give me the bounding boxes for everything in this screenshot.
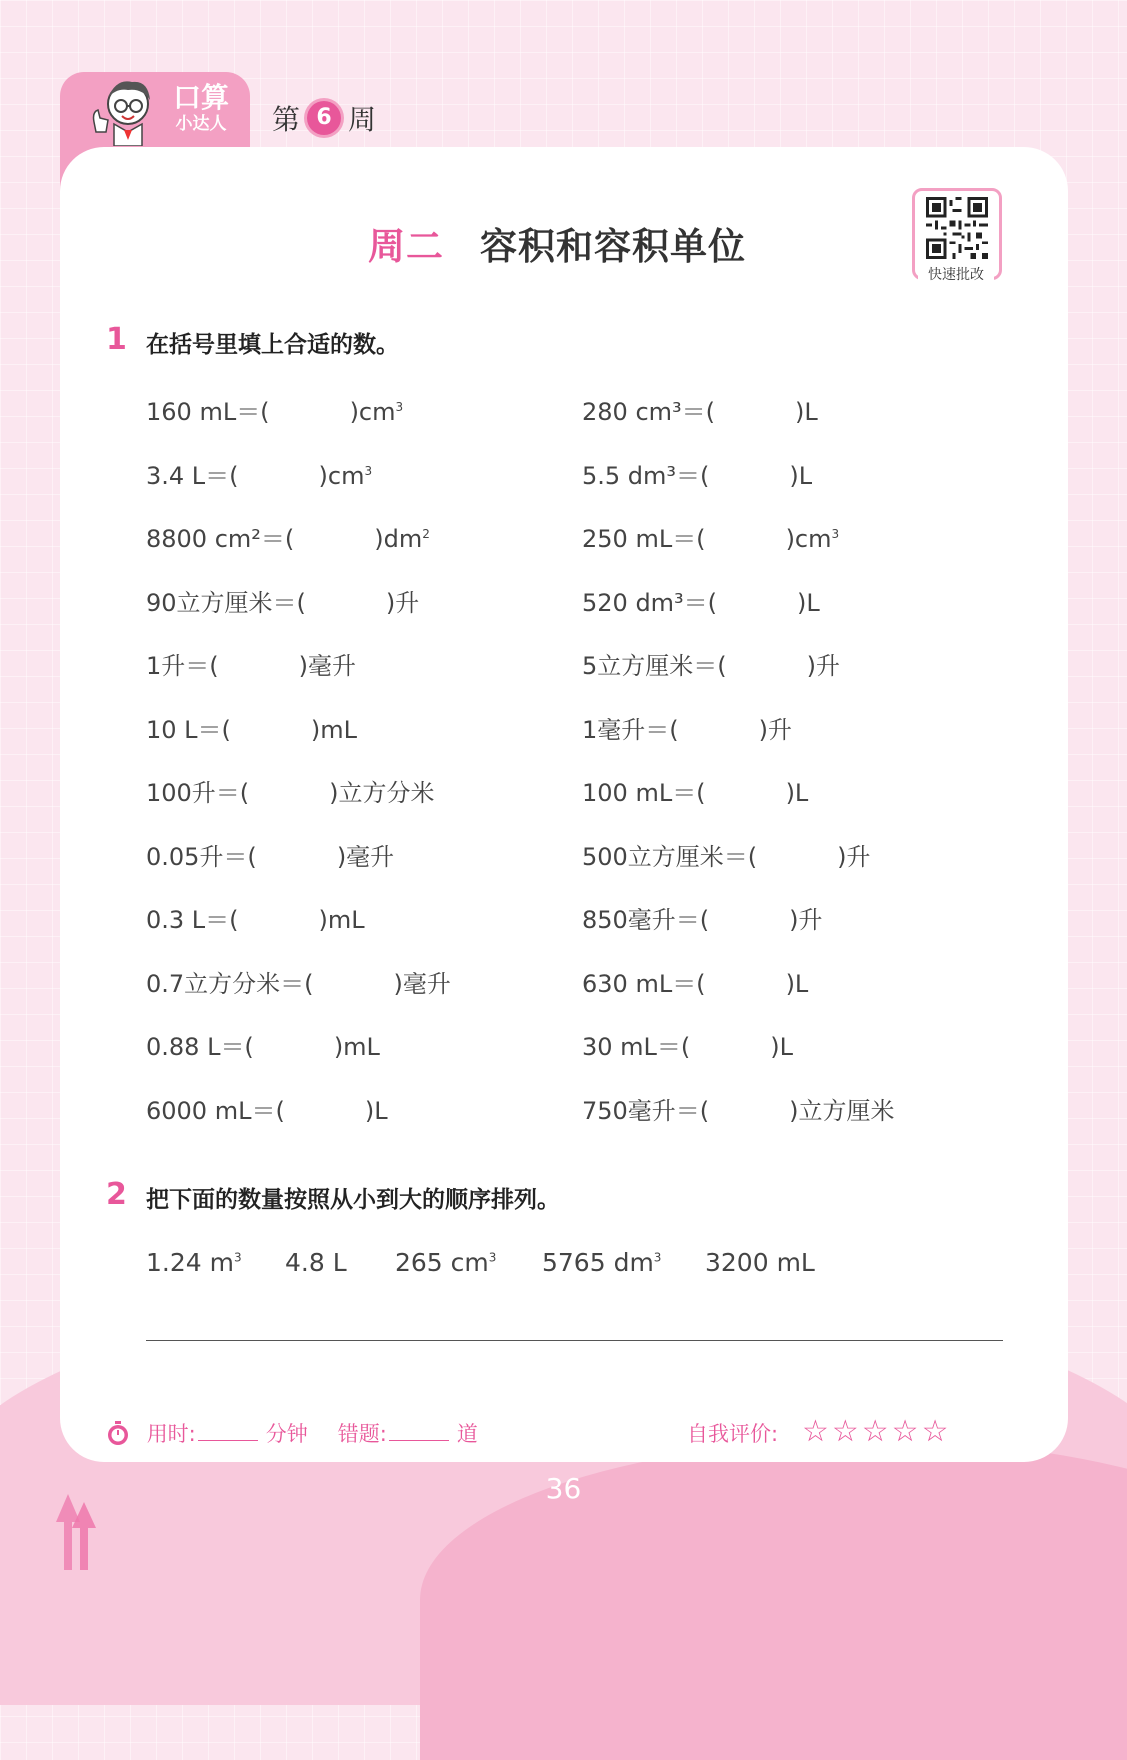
- fill-in-problem: [582, 392, 818, 427]
- fill-in-problem: [146, 1027, 380, 1062]
- problem-expression: 0.7立方分米＝(: [146, 969, 314, 998]
- unit-exponent: 3: [364, 463, 373, 478]
- page-title: [368, 216, 746, 270]
- tab-title-big: 口算: [172, 81, 229, 114]
- problem-unit: )升: [758, 715, 793, 744]
- time-label: 用时:: [146, 1422, 196, 1446]
- problem-unit: )毫升: [298, 652, 357, 680]
- fill-in-problem: [146, 837, 394, 872]
- time-unit: 分钟: [265, 1422, 308, 1446]
- section-2-number: 2: [106, 1177, 127, 1212]
- problem-expression: 5立方厘米＝(: [582, 652, 727, 680]
- problem-unit: )dm: [374, 525, 423, 553]
- quantity-value: 1.24 m: [146, 1248, 234, 1277]
- fill-in-problem: [146, 964, 451, 999]
- self-eval-label: 自我评价:: [687, 1422, 779, 1446]
- fill-in-problem: [582, 964, 808, 999]
- problem-expression: 3.4 L＝(: [146, 461, 239, 490]
- title-text: 容积和容积单位: [480, 225, 746, 268]
- problem-unit: )L: [797, 588, 820, 617]
- problem-expression: 30 mL＝(: [582, 1033, 691, 1061]
- time-input[interactable]: [198, 1420, 258, 1441]
- section-1-title: 在括号里填上合适的数。: [146, 332, 399, 358]
- problem-expression: 100 mL＝(: [582, 779, 706, 807]
- week-suffix: 周: [348, 103, 377, 136]
- problem-expression: 5.5 dm³＝(: [582, 461, 710, 490]
- problem-expression: 630 mL＝(: [582, 969, 706, 998]
- problem-expression: 160 mL＝(: [146, 398, 270, 426]
- problem-unit: )mL: [310, 715, 358, 744]
- unit-exponent: 3: [653, 1250, 662, 1265]
- quantity-value: 265 cm: [395, 1248, 489, 1277]
- quantity-item: [705, 1248, 815, 1277]
- problem-expression: 0.3 L＝(: [146, 906, 239, 934]
- qr-code-icon: [922, 197, 992, 259]
- errors-label: 错题:: [337, 1422, 387, 1446]
- quantity-item: [285, 1248, 347, 1277]
- fill-in-problem: [146, 773, 435, 808]
- section-1-number: 1: [106, 322, 127, 357]
- problem-expression: 250 mL＝(: [582, 525, 706, 553]
- problem-unit: )立方分米: [329, 779, 435, 807]
- fill-in-problem: [582, 1027, 793, 1062]
- problem-unit: )cm: [349, 398, 396, 426]
- problem-unit: )L: [789, 461, 813, 490]
- quantity-value: 4.8 L: [285, 1248, 347, 1277]
- fill-in-problem: [582, 456, 812, 491]
- quantity-item: [542, 1248, 661, 1277]
- problem-unit: )升: [837, 842, 871, 871]
- fill-in-problem: [582, 1091, 895, 1126]
- fill-in-problem: [146, 900, 365, 935]
- problem-expression: 0.88 L＝(: [146, 1033, 254, 1061]
- title-day: 周二: [368, 225, 444, 268]
- fill-in-problem: [582, 519, 839, 554]
- problem-unit: )L: [785, 779, 809, 807]
- problem-unit: )立方厘米: [789, 1096, 895, 1125]
- problem-unit: )cm: [785, 525, 832, 553]
- problem-unit: )毫升: [393, 969, 451, 998]
- qr-label: 快速批改: [918, 264, 994, 284]
- fill-in-problem: [146, 456, 372, 491]
- fill-in-problem: [146, 1091, 388, 1126]
- unit-exponent: 3: [233, 1250, 242, 1265]
- unit-exponent: 3: [395, 400, 404, 414]
- problem-unit: )mL: [318, 906, 365, 934]
- problem-expression: 10 L＝(: [146, 715, 231, 744]
- fill-in-problem: [146, 519, 430, 554]
- quantity-value: 3200 mL: [705, 1248, 815, 1277]
- problem-expression: 280 cm³＝(: [582, 398, 715, 426]
- problem-expression: 750毫升＝(: [582, 1096, 710, 1125]
- mascot-illustration: [86, 74, 166, 146]
- problem-expression: 1毫升＝(: [582, 715, 679, 744]
- problem-unit: )mL: [333, 1033, 380, 1061]
- arrow-decoration-icon: [54, 1494, 98, 1570]
- week-number-badge: 6: [307, 101, 341, 135]
- errors-input[interactable]: [389, 1420, 449, 1441]
- problem-unit: )L: [770, 1033, 794, 1061]
- fill-in-problem: [582, 710, 792, 745]
- problem-unit: )毫升: [336, 842, 395, 871]
- fill-in-problem: [146, 392, 403, 427]
- tab-title-small: 小达人: [175, 114, 227, 134]
- footer-time-errors: [104, 1418, 478, 1452]
- tab-title: [170, 82, 232, 134]
- unit-exponent: 3: [831, 527, 840, 541]
- stopwatch-icon: [104, 1419, 132, 1452]
- fill-in-problem: [582, 900, 823, 935]
- fill-in-problem: [146, 646, 356, 681]
- problem-unit: )升: [385, 588, 420, 617]
- fill-in-problem: [582, 773, 808, 808]
- section-2-title: 把下面的数量按照从小到大的顺序排列。: [146, 1187, 560, 1213]
- problem-unit: )升: [789, 906, 823, 934]
- self-eval-stars[interactable]: ☆☆☆☆☆: [802, 1414, 952, 1449]
- unit-exponent: 2: [422, 527, 430, 541]
- quantity-item: [146, 1248, 242, 1277]
- problem-expression: 1升＝(: [146, 652, 219, 680]
- problem-unit: )L: [785, 969, 809, 998]
- problem-expression: 500立方厘米＝(: [582, 842, 758, 871]
- problem-expression: 0.05升＝(: [146, 842, 257, 871]
- problem-expression: 8800 cm²＝(: [146, 525, 295, 553]
- fill-in-problem: [582, 837, 871, 872]
- problem-unit: )L: [364, 1096, 388, 1125]
- week-prefix: 第: [272, 103, 301, 136]
- fill-in-problem: [582, 646, 840, 681]
- problem-expression: 90立方厘米＝(: [146, 588, 306, 617]
- quantity-value: 5765 dm: [542, 1248, 654, 1277]
- unit-exponent: 3: [488, 1250, 497, 1265]
- problem-expression: 520 dm³＝(: [582, 588, 718, 617]
- fill-in-problem: [146, 710, 357, 745]
- problem-unit: )升: [806, 652, 841, 680]
- fill-in-problem: [146, 583, 419, 618]
- problem-expression: 100升＝(: [146, 779, 250, 807]
- answer-line[interactable]: [146, 1340, 1003, 1341]
- quantity-item: [395, 1248, 496, 1277]
- problem-unit: )cm: [318, 461, 365, 490]
- week-indicator: [272, 98, 376, 138]
- problem-expression: 850毫升＝(: [582, 906, 710, 934]
- errors-unit: 道: [456, 1422, 478, 1446]
- fill-in-problem: [582, 583, 820, 618]
- problem-unit: )L: [795, 398, 818, 426]
- page-number: 36: [545, 1472, 582, 1505]
- problem-expression: 6000 mL＝(: [146, 1096, 285, 1125]
